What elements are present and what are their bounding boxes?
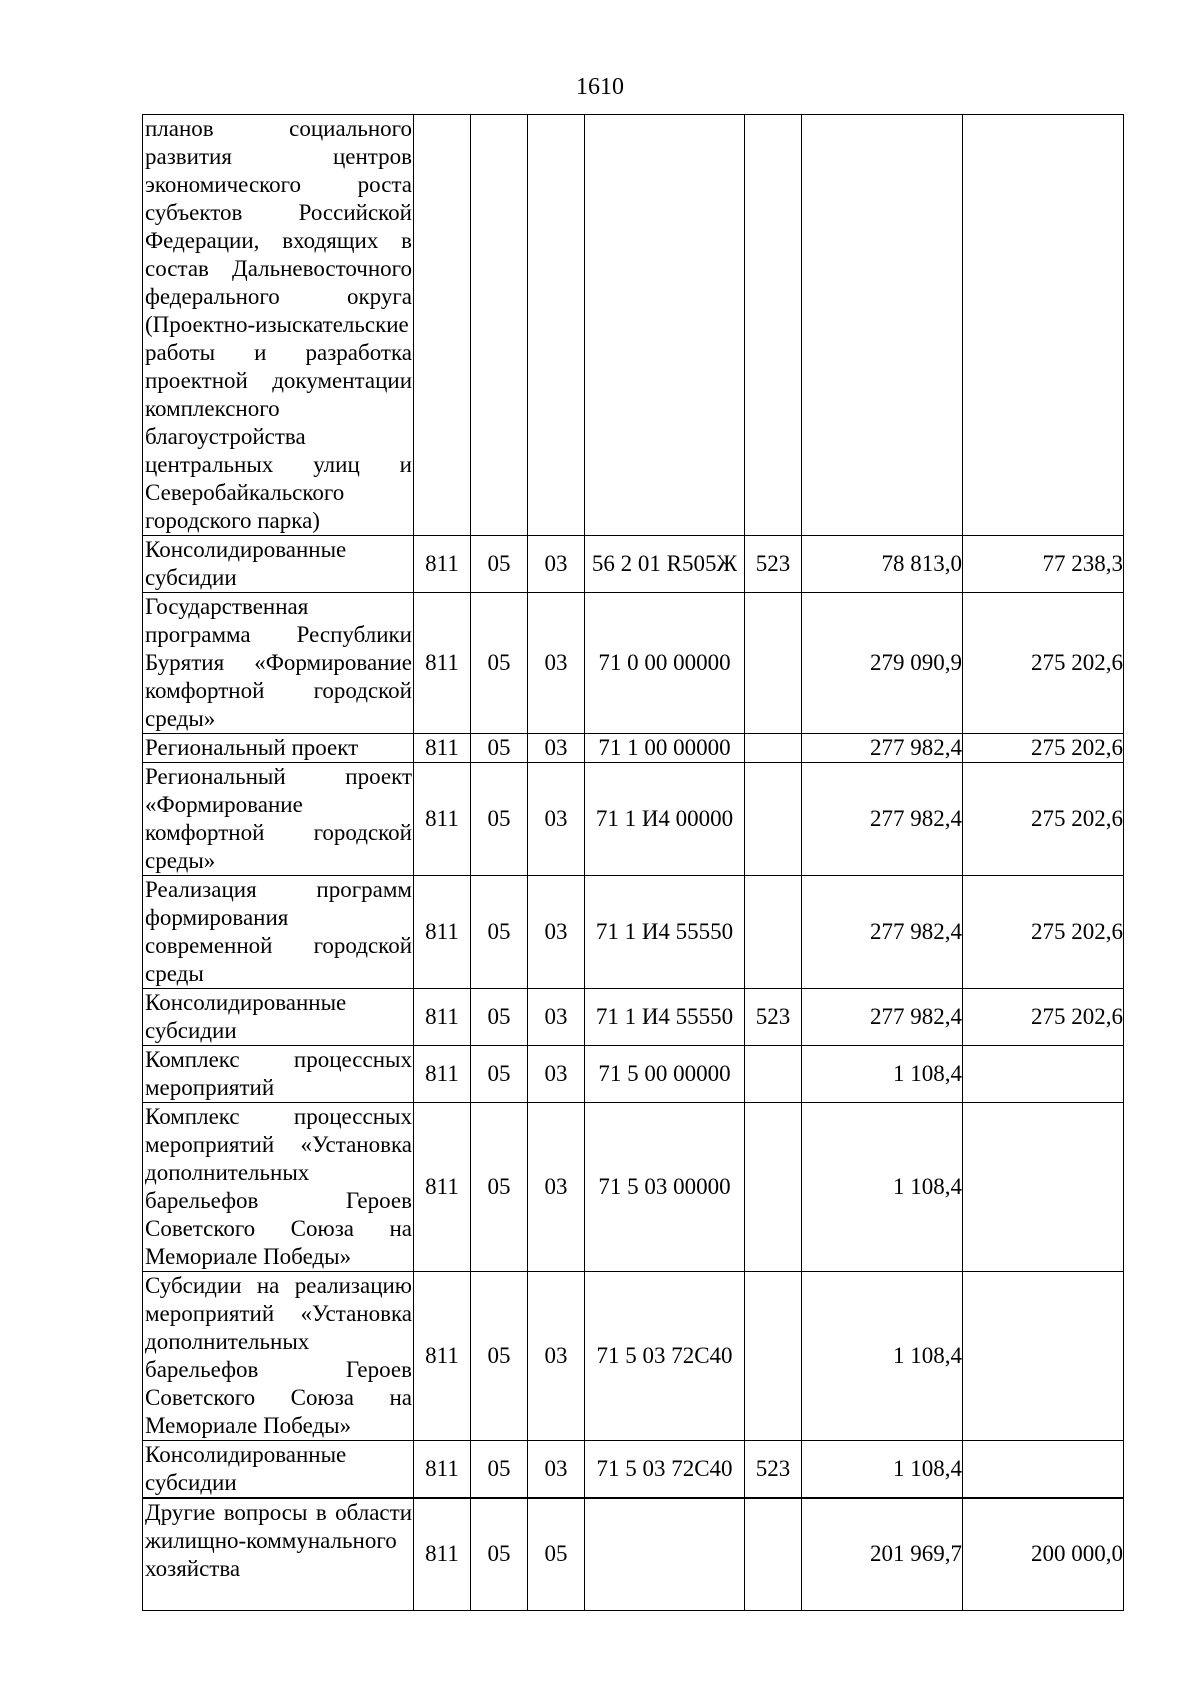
ministry-code: 811 <box>414 1103 471 1272</box>
section-code: 05 <box>471 1441 528 1499</box>
row-name: Консолидированные субсидии <box>143 1441 414 1499</box>
ministry-code: 811 <box>414 1498 471 1610</box>
target-code: 71 0 00 00000 <box>585 593 745 734</box>
target-code <box>585 1498 745 1610</box>
amount-year-1: 277 982,4 <box>802 734 963 763</box>
section-code: 05 <box>471 1046 528 1103</box>
expense-type-code <box>745 593 802 734</box>
ministry-code: 811 <box>414 876 471 989</box>
subsection-code: 03 <box>528 1441 585 1499</box>
ministry-code: 811 <box>414 1046 471 1103</box>
ministry-code: 811 <box>414 593 471 734</box>
subsection-code: 03 <box>528 1103 585 1272</box>
subsection-code: 03 <box>528 593 585 734</box>
table-row <box>143 115 1124 536</box>
amount-year-1: 78 813,0 <box>802 536 963 593</box>
target-code <box>585 115 745 536</box>
amount-year-2 <box>963 1272 1124 1441</box>
amount-year-2 <box>963 115 1124 536</box>
expense-type-code <box>745 1272 802 1441</box>
budget-table-body <box>143 115 1124 1611</box>
amount-year-1: 279 090,9 <box>802 593 963 734</box>
target-code: 71 5 03 72С40 <box>585 1441 745 1499</box>
row-name: Консолидированные субсидии <box>143 536 414 593</box>
amount-year-2 <box>963 1441 1124 1499</box>
subsection-code: 03 <box>528 734 585 763</box>
row-name: Региональный проект <box>143 734 414 763</box>
amount-year-1: 201 969,7 <box>802 1498 963 1610</box>
subsection-code: 03 <box>528 1272 585 1441</box>
expense-type-code <box>745 115 802 536</box>
row-name: Комплекс процессных мероприятий «Установка дополнительных барельефов Героев Советского Союза на Мемориале Победы» <box>143 1103 414 1272</box>
ministry-code: 811 <box>414 536 471 593</box>
section-code: 05 <box>471 876 528 989</box>
amount-year-2: 275 202,6 <box>963 876 1124 989</box>
row-name: Другие вопросы в области жилищно-коммунального хозяйства <box>143 1498 414 1610</box>
ministry-code: 811 <box>414 763 471 876</box>
section-code: 05 <box>471 536 528 593</box>
table-row <box>143 1272 1124 1441</box>
amount-year-2: 275 202,6 <box>963 593 1124 734</box>
target-code: 71 5 03 72С40 <box>585 1272 745 1441</box>
subsection-code: 03 <box>528 876 585 989</box>
target-code: 71 1 И4 55550 <box>585 989 745 1046</box>
target-code: 71 5 00 00000 <box>585 1046 745 1103</box>
subsection-code: 03 <box>528 536 585 593</box>
amount-year-1: 1 108,4 <box>802 1103 963 1272</box>
expense-type-code <box>745 734 802 763</box>
target-code: 71 1 И4 55550 <box>585 876 745 989</box>
amount-year-2: 275 202,6 <box>963 734 1124 763</box>
row-name: Субсидии на реализацию мероприятий «Установка дополнительных барельефов Героев Советского Союза на Мемориале Победы» <box>143 1272 414 1441</box>
row-name: Региональный проект «Формирование комфортной городской среды» <box>143 763 414 876</box>
row-name: планов социального развития центров экономического роста субъектов Российской Федерации, входящих в состав Дальневосточного федерального округа (Проектно-изыскательские работы и разработка проектной документации комплексного благоустройства центральных улиц и Северобайкальского городского парка) <box>143 115 414 536</box>
table-row <box>143 989 1124 1046</box>
amount-year-2: 200 000,0 <box>963 1498 1124 1610</box>
table-row <box>143 1103 1124 1272</box>
amount-year-1: 1 108,4 <box>802 1441 963 1499</box>
row-name: Консолидированные субсидии <box>143 989 414 1046</box>
amount-year-2 <box>963 1103 1124 1272</box>
row-name: Комплекс процессных мероприятий <box>143 1046 414 1103</box>
table-row <box>143 536 1124 593</box>
section-code: 05 <box>471 734 528 763</box>
table-row <box>143 1046 1124 1103</box>
section-code: 05 <box>471 763 528 876</box>
amount-year-1: 1 108,4 <box>802 1046 963 1103</box>
expense-type-code <box>745 1498 802 1610</box>
subsection-code: 03 <box>528 1046 585 1103</box>
ministry-code: 811 <box>414 734 471 763</box>
ministry-code: 811 <box>414 1441 471 1499</box>
amount-year-2: 77 238,3 <box>963 536 1124 593</box>
table-row <box>143 1498 1124 1610</box>
amount-year-1: 277 982,4 <box>802 876 963 989</box>
expense-type-code: 523 <box>745 536 802 593</box>
expense-type-code <box>745 1103 802 1272</box>
section-code: 05 <box>471 1498 528 1610</box>
table-row <box>143 593 1124 734</box>
amount-year-1: 277 982,4 <box>802 763 963 876</box>
page-number: 1610 <box>576 74 624 100</box>
amount-year-1: 277 982,4 <box>802 989 963 1046</box>
target-code: 71 1 00 00000 <box>585 734 745 763</box>
section-code: 05 <box>471 1272 528 1441</box>
target-code: 56 2 01 R505Ж <box>585 536 745 593</box>
amount-year-1 <box>802 115 963 536</box>
ministry-code <box>414 115 471 536</box>
section-code: 05 <box>471 989 528 1046</box>
row-name: Государственная программа Республики Бурятия «Формирование комфортной городской среды» <box>143 593 414 734</box>
amount-year-2: 275 202,6 <box>963 989 1124 1046</box>
budget-table <box>142 114 1124 1611</box>
table-row <box>143 734 1124 763</box>
section-code: 05 <box>471 593 528 734</box>
table-row <box>143 876 1124 989</box>
expense-type-code <box>745 763 802 876</box>
section-code <box>471 115 528 536</box>
amount-year-2 <box>963 1046 1124 1103</box>
subsection-code: 05 <box>528 1498 585 1610</box>
target-code: 71 5 03 00000 <box>585 1103 745 1272</box>
expense-type-code: 523 <box>745 989 802 1046</box>
table-row <box>143 1441 1124 1499</box>
subsection-code: 03 <box>528 989 585 1046</box>
expense-type-code: 523 <box>745 1441 802 1499</box>
row-name: Реализация программ формирования современной городской среды <box>143 876 414 989</box>
section-code: 05 <box>471 1103 528 1272</box>
expense-type-code <box>745 1046 802 1103</box>
subsection-code: 03 <box>528 763 585 876</box>
target-code: 71 1 И4 00000 <box>585 763 745 876</box>
ministry-code: 811 <box>414 1272 471 1441</box>
expense-type-code <box>745 876 802 989</box>
subsection-code <box>528 115 585 536</box>
ministry-code: 811 <box>414 989 471 1046</box>
amount-year-2: 275 202,6 <box>963 763 1124 876</box>
table-row <box>143 763 1124 876</box>
amount-year-1: 1 108,4 <box>802 1272 963 1441</box>
